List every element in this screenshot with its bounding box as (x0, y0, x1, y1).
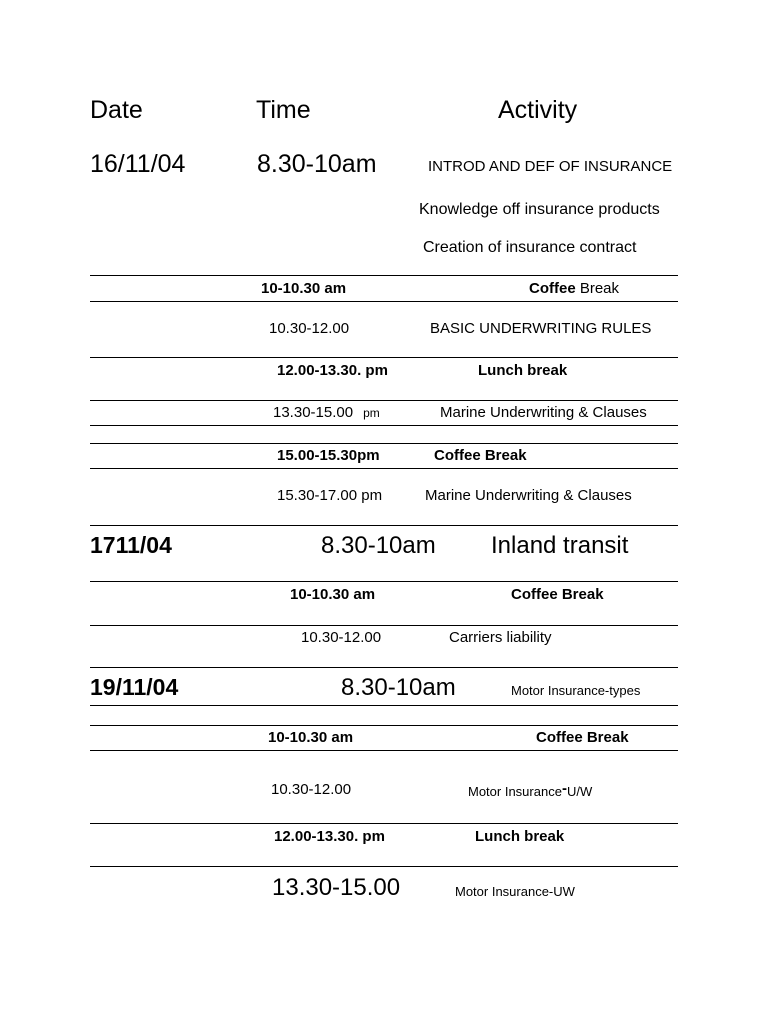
day1-break2-label: Coffee Break (434, 447, 527, 464)
day3-time: 8.30-10am (341, 674, 456, 701)
day2-date: 1711/04 (90, 532, 172, 558)
divider (90, 425, 678, 426)
day1-break2-time: 15.00-15.30pm (277, 447, 380, 464)
divider (90, 725, 678, 726)
day1-lunch-label: Lunch break (478, 362, 568, 379)
divider (90, 667, 678, 668)
day3-session2-activity (468, 780, 593, 799)
day1-session2-activity: BASIC UNDERWRITING RULES (430, 320, 652, 337)
day1-session3-time-suffix: pm (363, 406, 380, 420)
divider (90, 275, 678, 276)
divider (90, 581, 678, 582)
day2-activity-1: Inland transit (491, 532, 629, 559)
day3-break-time: 10-10.30 am (268, 729, 354, 746)
day1-activity-2: Knowledge off insurance products (419, 201, 660, 218)
divider (90, 301, 678, 302)
day1-session3-activity: Marine Underwriting & Clauses (440, 404, 647, 421)
day1-session2-time: 10.30-12.00 (269, 320, 350, 337)
divider (90, 750, 678, 751)
divider (90, 525, 678, 526)
divider (90, 705, 678, 706)
day3-activity-1: Motor Insurance-types (511, 683, 641, 698)
day1-break1-time: 10-10.30 am (261, 280, 347, 297)
divider (90, 823, 678, 824)
day2-time: 8.30-10am (321, 532, 436, 559)
day3-session3-time: 13.30-15.00 (272, 874, 401, 901)
day3-lunch-time: 12.00-13.30. pm (274, 828, 385, 845)
day1-session4-activity: Marine Underwriting & Clauses (425, 487, 632, 504)
divider (90, 357, 678, 358)
day1-lunch-time: 12.00-13.30. pm (277, 362, 388, 379)
divider (90, 468, 678, 469)
day2-session2-time: 10.30-12.00 (301, 629, 382, 646)
day3-session3-activity: Motor Insurance-UW (455, 884, 575, 899)
divider (90, 443, 678, 444)
day1-activity-3: Creation of insurance contract (423, 239, 637, 256)
day3-break-label: Coffee Break (536, 729, 629, 746)
day2-break-label: Coffee Break (511, 586, 604, 603)
day3-date: 19/11/04 (90, 674, 179, 700)
day1-session3-time-value: 13.30-15.00 (273, 404, 354, 421)
day2-session2-activity: Carriers liability (449, 629, 552, 646)
day1-activity-1: INTROD AND DEF OF INSURANCE (428, 158, 673, 175)
day1-session3-time (273, 405, 380, 420)
day1-time: 8.30-10am (257, 150, 377, 178)
divider (90, 866, 678, 867)
divider (90, 400, 678, 401)
day3-session2-activity-b: U/W (566, 784, 593, 799)
header-activity: Activity (498, 96, 578, 124)
day3-session2-activity-a: Motor Insurance (468, 784, 562, 799)
day3-session2-time: 10.30-12.00 (271, 781, 352, 798)
day3-lunch-label: Lunch break (475, 828, 565, 845)
header-date: Date (90, 96, 143, 124)
header-time: Time (256, 96, 311, 124)
day1-date: 16/11/04 (90, 150, 186, 178)
day2-break-time: 10-10.30 am (290, 586, 376, 603)
day1-break1-label-bold: Coffee (529, 280, 576, 297)
day1-break1-label-rest: Break (575, 280, 620, 297)
day1-break1-label (529, 281, 619, 296)
day3-session2-activity-dash: - (561, 780, 567, 797)
divider (90, 625, 678, 626)
day1-session4-time: 15.30-17.00 pm (277, 487, 383, 504)
